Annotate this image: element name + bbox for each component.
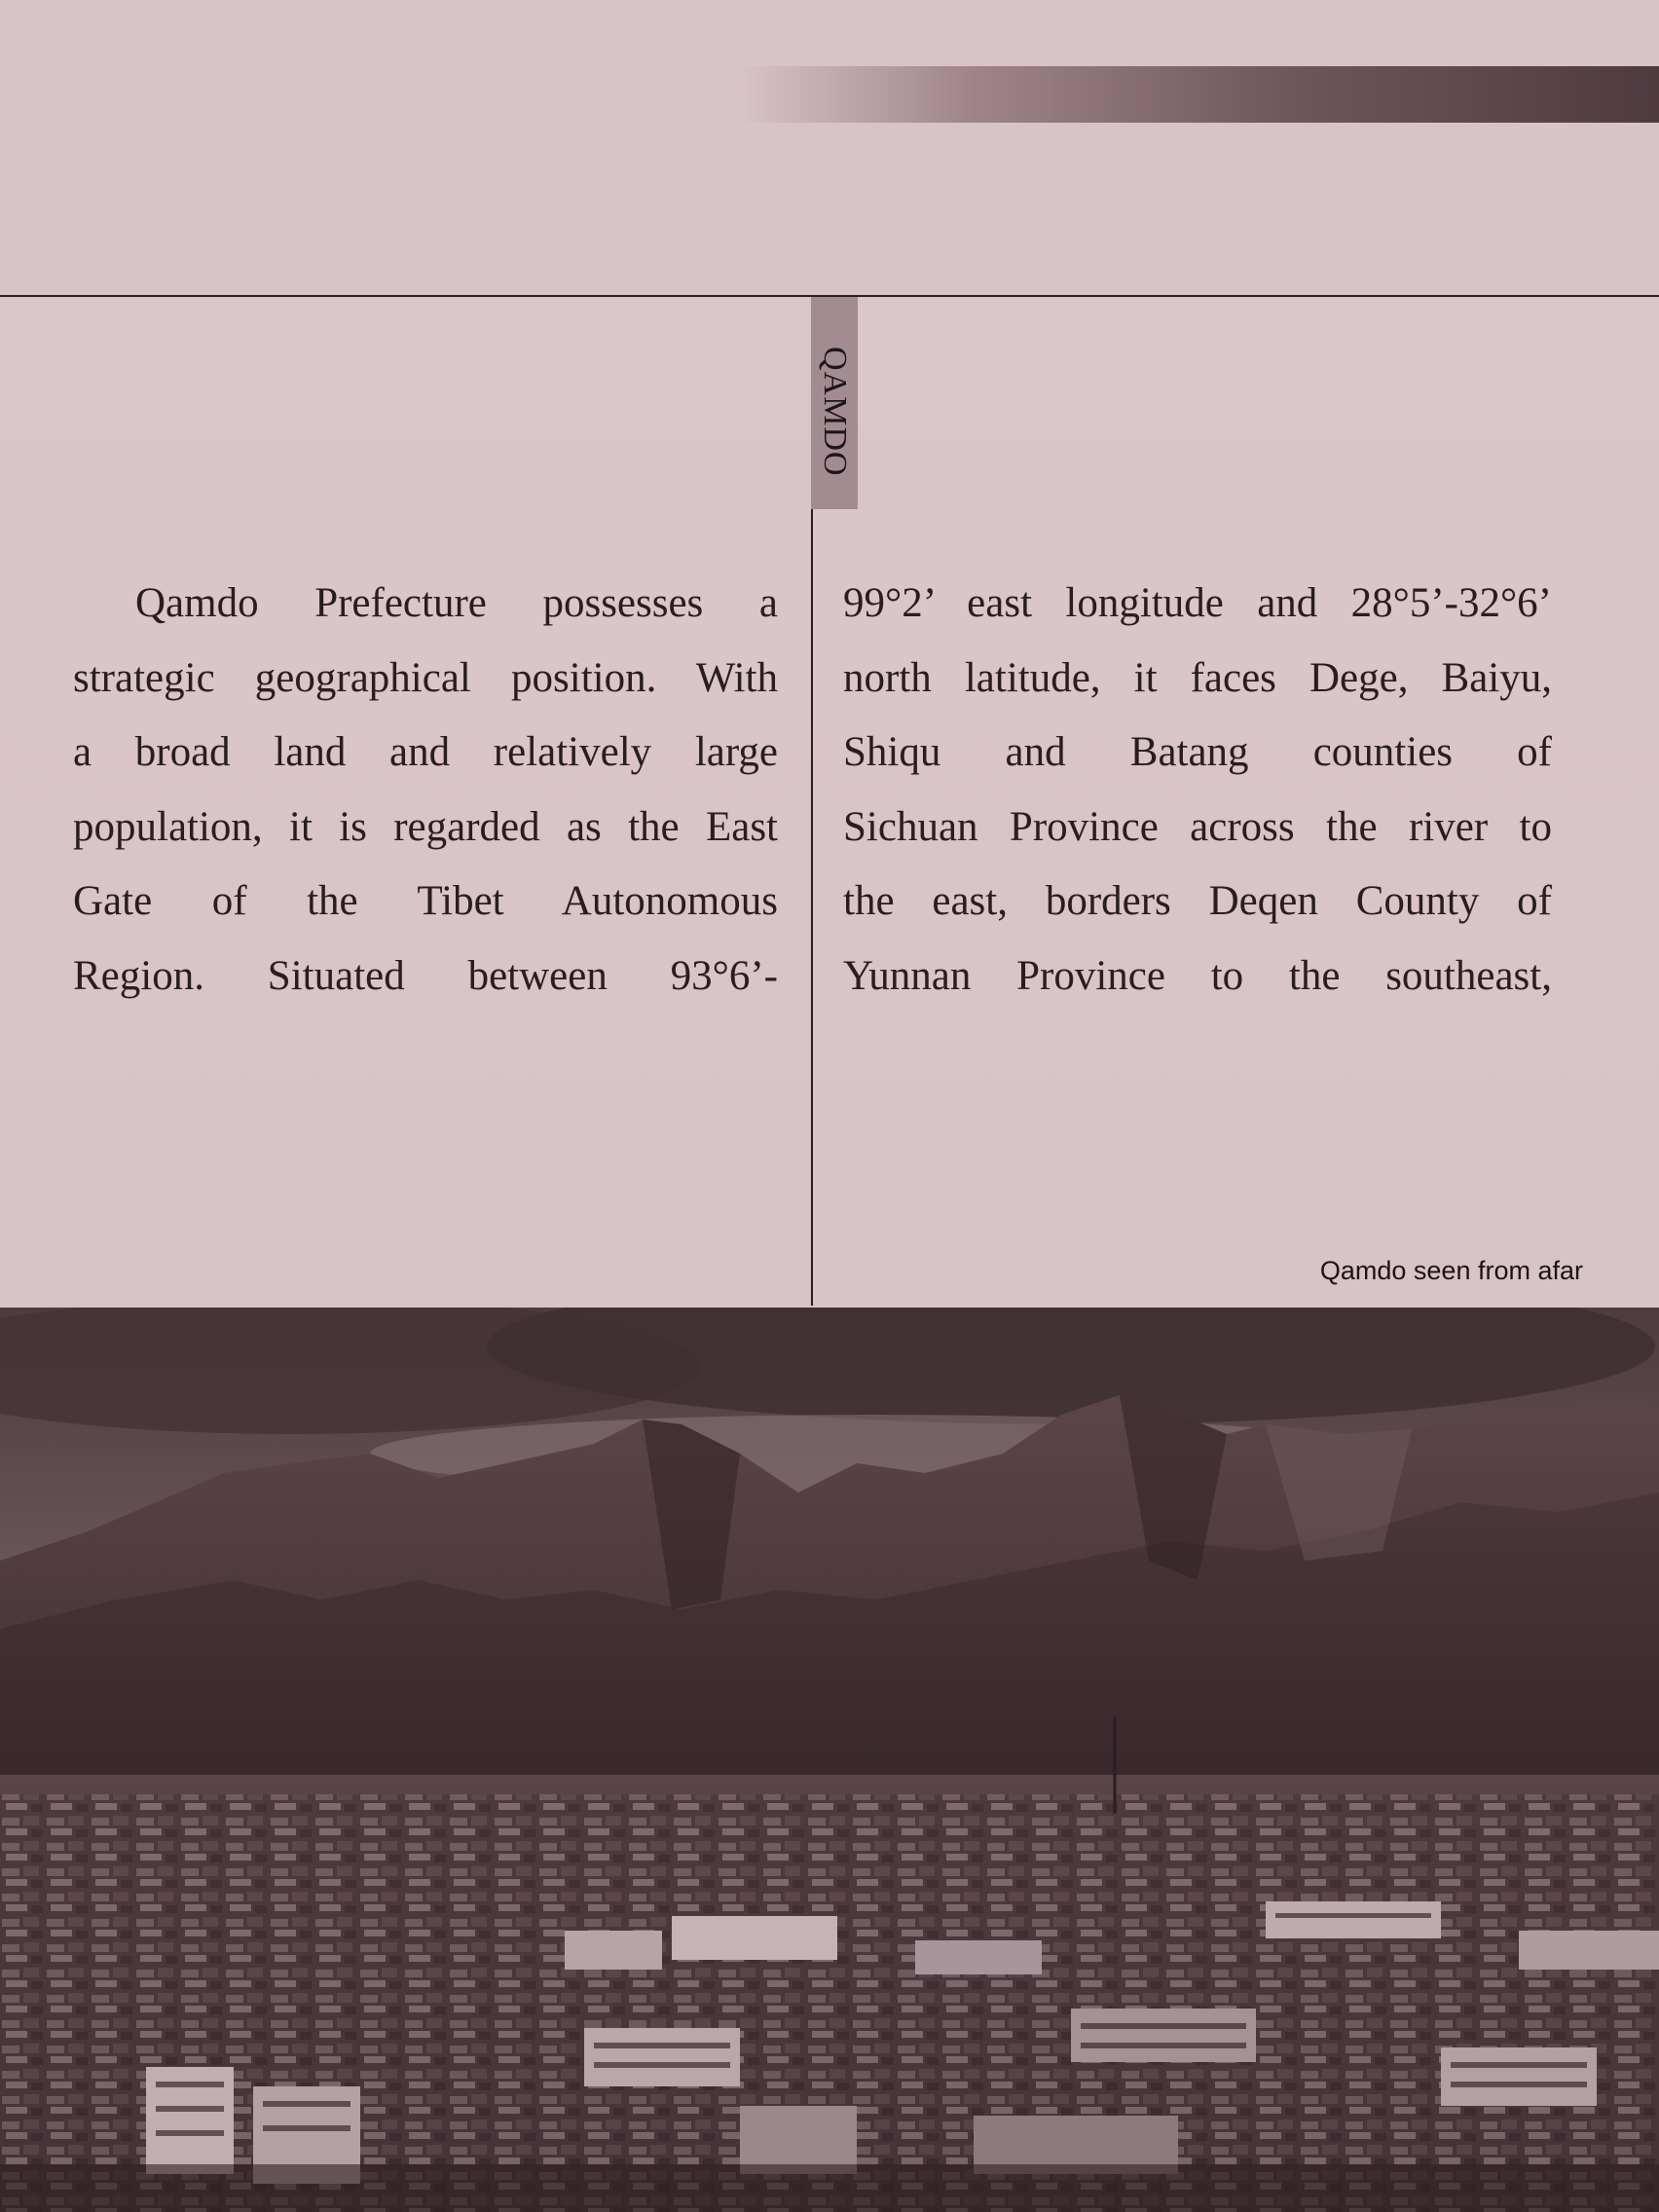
text-line: Gate of the Tibet Autonomous xyxy=(73,878,778,924)
text-line: a broad land and relatively large xyxy=(73,729,778,775)
text-line: Yunnan Province to the southeast, xyxy=(843,952,1552,999)
text-line: Shiqu and Batang counties of xyxy=(843,729,1552,775)
text-line: north latitude, it faces Dege, Baiyu, xyxy=(843,654,1552,701)
text-line: strategic geographical position. With xyxy=(73,654,778,701)
text-line: population, it is regarded as the East xyxy=(73,803,778,850)
left-text-column xyxy=(73,567,778,1014)
photo-caption: Qamdo seen from afar xyxy=(1319,1256,1583,1285)
text-line: Region. Situated between 93°6’- xyxy=(73,952,778,999)
text-line: 99°2’ east longitude and 28°5’-32°6’ xyxy=(843,580,1552,626)
section-tab-label: QAMDO xyxy=(817,347,853,477)
right-text-column xyxy=(843,567,1552,1014)
text-line: the east, borders Deqen County of xyxy=(843,878,1552,924)
decorative-gradient-bar xyxy=(740,66,1659,123)
text-line: Sichuan Province across the river to xyxy=(843,803,1552,850)
landscape-photo xyxy=(0,1308,1659,2212)
text-line: Qamdo Prefecture possesses a xyxy=(135,580,778,626)
header-band xyxy=(0,0,1659,297)
landscape-illustration xyxy=(0,1308,1659,2212)
